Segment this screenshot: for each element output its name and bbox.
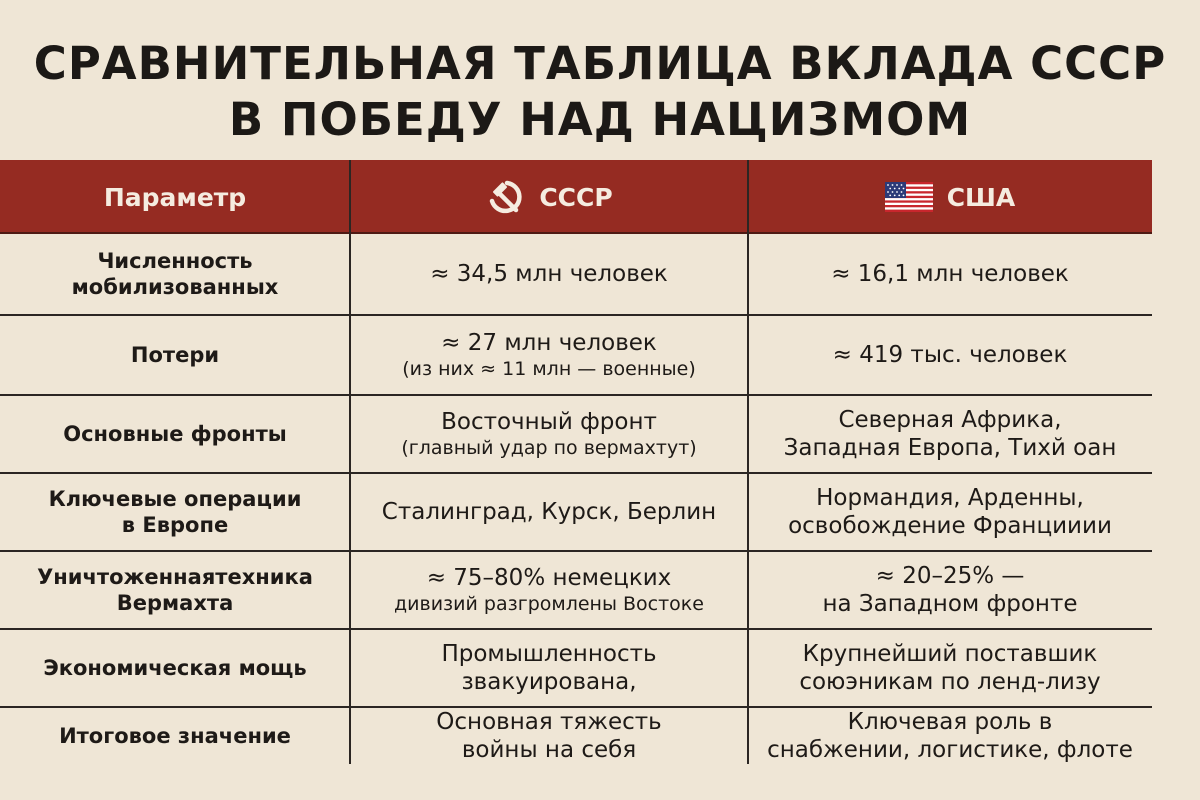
header-usa [748,160,1152,234]
usa-cell-line: освобождение Францииии [788,513,1112,539]
param-cell [0,396,350,472]
usa-cell-line: Нормандия, Арденны, [816,485,1084,511]
page-title [0,36,1200,148]
usa-cell-line: союэникам по ленд-лизу [799,669,1101,695]
param-cell [0,474,350,550]
usa-cell [748,396,1152,472]
param-cell-line: мобилизованных [71,275,279,299]
usa-cell [748,316,1152,394]
param-cell-line: Потери [130,343,220,367]
table-row [0,316,1152,396]
ussr-cell [350,630,748,706]
column-divider [349,160,351,764]
header-ussr-label: СССР [539,182,613,212]
header-ussr [350,160,748,234]
ussr-cell-line: Основная тяжесть [436,709,662,735]
ussr-cell-line: Промышленность [441,641,657,667]
ussr-cell-line: войны на себя [461,737,637,763]
ussr-cell-note: (из них ≈ 11 млн — военные) [402,358,696,380]
ussr-cell-line: звакуирована, [461,669,637,695]
ussr-cell [350,234,748,314]
usa-cell [748,552,1152,628]
table-row [0,630,1152,708]
table-row [0,234,1152,316]
ussr-cell-line: Сталинград, Курск, Берлин [381,499,717,525]
table-row [0,474,1152,552]
usa-cell-line: Крупнейший поставшик [802,641,1098,667]
ussr-cell-line: ≈ 34,5 млн человек [430,261,668,287]
param-cell-line: Экономическая мощь [43,656,307,680]
usa-cell-line: на Западном фронте [822,591,1078,617]
param-cell-line: Основные фронты [63,422,287,446]
table-header [0,160,1152,234]
table-row [0,552,1152,630]
usa-cell-line: ≈ 20–25% — [875,563,1025,589]
param-cell [0,630,350,706]
param-cell-line: в Европе [121,513,229,537]
param-cell [0,316,350,394]
header-param-label: Параметр [103,182,247,212]
param-cell-line: Вермахта [116,591,234,615]
hammer-sickle-icon [485,177,525,217]
param-cell [0,708,350,764]
param-cell [0,234,350,314]
table-row [0,396,1152,474]
usa-cell [748,630,1152,706]
usa-cell-line: Ключевая роль в [847,709,1053,735]
ussr-cell [350,552,748,628]
table-row [0,708,1152,764]
ussr-cell [350,396,748,472]
usa-cell-line: Западная Европа, Тихй оан [783,435,1117,461]
usa-cell-line: Северная Африка, [838,407,1062,433]
ussr-cell-note: (главный удар по вермахтут) [401,437,697,459]
param-cell [0,552,350,628]
column-divider [747,160,749,764]
usa-cell-line: снабжении, логистике, флоте [767,737,1133,763]
ussr-cell-line: ≈ 27 млн человек [441,330,657,356]
ussr-cell-line: Восточный фронт [441,409,657,435]
header-usa-label: США [946,182,1016,212]
ussr-cell-note: дивизий разгромлены Востоке [394,593,704,615]
title-line-2: В ПОБЕДУ НАД НАЦИЗМОМ [228,93,972,146]
ussr-cell [350,316,748,394]
usa-cell [748,234,1152,314]
ussr-cell [350,708,748,764]
usa-cell-line: ≈ 16,1 млн человек [831,261,1069,287]
param-cell-line: Численность [97,249,253,273]
title-line-1: СРАВНИТЕЛЬНАЯ ТАБЛИЦА ВКЛАДА СССР [33,37,1167,90]
usa-cell [748,708,1152,764]
param-cell-line: Ключевые операции [48,487,302,511]
param-cell-line: Итоговое значение [59,724,291,748]
usa-cell-line: ≈ 419 тыс. человек [832,342,1068,368]
ussr-cell [350,474,748,550]
header-param [0,160,350,234]
usa-cell [748,474,1152,550]
param-cell-line: Уничтоженнаятехника [37,565,313,589]
comparison-table [0,160,1152,764]
ussr-cell-line: ≈ 75–80% немецких [426,565,672,591]
us-flag-icon [885,182,933,212]
